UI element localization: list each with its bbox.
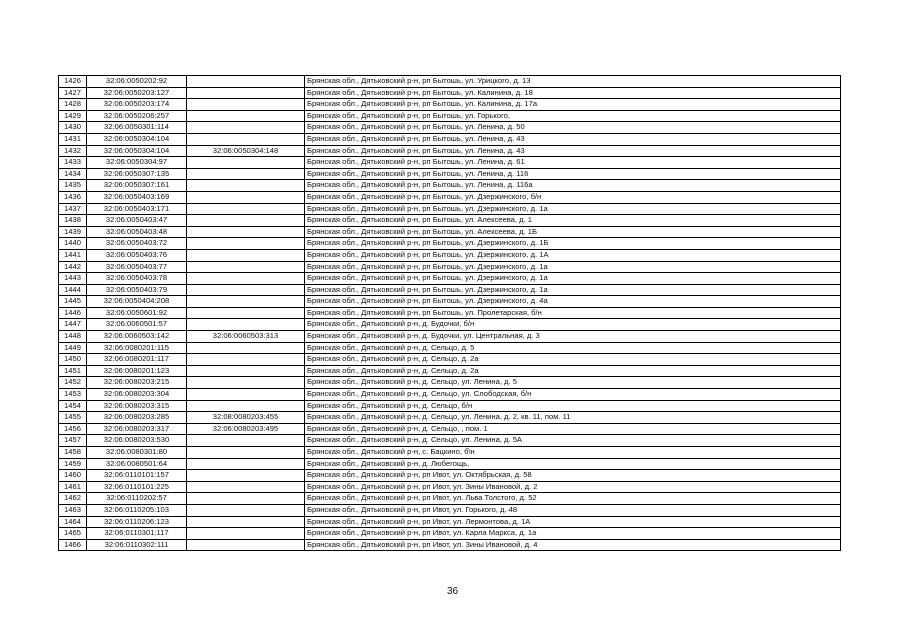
row-number-cell: 1453 <box>59 389 87 401</box>
cadastral-number-cell: 32:06:0110205:103 <box>87 504 187 516</box>
address-cell: Брянская обл., Дятьковский р-н, д. Сельцо, д. 2а <box>305 365 841 377</box>
table-row <box>59 342 841 354</box>
table-row <box>59 528 841 540</box>
row-number-cell: 1454 <box>59 400 87 412</box>
related-cadastral-number-cell <box>187 180 305 192</box>
table-row <box>59 319 841 331</box>
related-cadastral-number-cell <box>187 226 305 238</box>
cadastral-number-cell: 32:06:0110302:111 <box>87 539 187 551</box>
related-cadastral-number-cell <box>187 76 305 88</box>
related-cadastral-number-cell: 32:06:0060503:313 <box>187 331 305 343</box>
address-cell: Брянская обл., Дятьковский р-н, д. Сельцо, д. 5 <box>305 342 841 354</box>
row-number-cell: 1435 <box>59 180 87 192</box>
cadastral-number-cell: 32:06:0080203:530 <box>87 435 187 447</box>
row-number-cell: 1444 <box>59 284 87 296</box>
cadastral-number-cell: 32:06:0110301:117 <box>87 528 187 540</box>
related-cadastral-number-cell <box>187 307 305 319</box>
address-cell: Брянская обл., Дятьковский р-н, д. Любегощь, <box>305 458 841 470</box>
related-cadastral-number-cell <box>187 110 305 122</box>
row-number-cell: 1429 <box>59 110 87 122</box>
address-cell: Брянская обл., Дятьковский р-н, рп Бытошь, ул. Дзержинского, д. 1а <box>305 261 841 273</box>
table-row <box>59 76 841 88</box>
row-number-cell: 1463 <box>59 504 87 516</box>
cadastral-number-cell: 32:06:0080203:285 <box>87 412 187 424</box>
row-number-cell: 1462 <box>59 493 87 505</box>
cadastral-number-cell: 32:06:0050403:79 <box>87 284 187 296</box>
address-cell: Брянская обл., Дятьковский р-н, д. Будочки, б/н <box>305 319 841 331</box>
related-cadastral-number-cell <box>187 493 305 505</box>
row-number-cell: 1428 <box>59 99 87 111</box>
cadastral-number-cell: 32:06:0050403:169 <box>87 191 187 203</box>
cadastral-number-cell: 32:06:0050202:92 <box>87 76 187 88</box>
address-cell: Брянская обл., Дятьковский р-н, д. Будочки, ул. Центральная, д. 3 <box>305 331 841 343</box>
row-number-cell: 1431 <box>59 133 87 145</box>
cadastral-number-cell: 32:06:0080301:80 <box>87 447 187 459</box>
cadastral-number-cell: 32:06:0050403:76 <box>87 249 187 261</box>
row-number-cell: 1464 <box>59 516 87 528</box>
address-cell: Брянская обл., Дятьковский р-н, рп Бытошь, ул. Алексеева, д. 1Б <box>305 226 841 238</box>
table-row <box>59 249 841 261</box>
table-row <box>59 400 841 412</box>
address-cell: Брянская обл., Дятьковский р-н, д. Сельцо, , пом. 1 <box>305 423 841 435</box>
row-number-cell: 1436 <box>59 191 87 203</box>
related-cadastral-number-cell <box>187 389 305 401</box>
table-row <box>59 87 841 99</box>
table-row <box>59 110 841 122</box>
address-cell: Брянская обл., Дятьковский р-н, рп Ивот, ул. Зины Ивановой, д. 4 <box>305 539 841 551</box>
address-cell: Брянская обл., Дятьковский р-н, рп Бытошь, ул. Ленина, д. 116 <box>305 168 841 180</box>
row-number-cell: 1442 <box>59 261 87 273</box>
cadastral-number-cell: 32:06:0110101:225 <box>87 481 187 493</box>
row-number-cell: 1448 <box>59 331 87 343</box>
table-row <box>59 261 841 273</box>
related-cadastral-number-cell <box>187 273 305 285</box>
address-cell: Брянская обл., Дятьковский р-н, рп Бытошь, ул. Ленина, д. 43 <box>305 133 841 145</box>
row-number-cell: 1439 <box>59 226 87 238</box>
address-cell: Брянская обл., Дятьковский р-н, д. Сельцо, ул. Ленина, д. 5А <box>305 435 841 447</box>
row-number-cell: 1449 <box>59 342 87 354</box>
address-cell: Брянская обл., Дятьковский р-н, рп Бытошь, ул. Ленина, д. 43 <box>305 145 841 157</box>
table-row <box>59 273 841 285</box>
cadastral-number-cell: 32:06:0050203:174 <box>87 99 187 111</box>
address-cell: Брянская обл., Дятьковский р-н, рп Бытошь, ул. Дзержинского, д. 4а <box>305 296 841 308</box>
table-row <box>59 145 841 157</box>
cadastral-number-cell: 32:06:0110206:123 <box>87 516 187 528</box>
table-row <box>59 516 841 528</box>
cadastral-number-cell: 32:06:0080201:117 <box>87 354 187 366</box>
related-cadastral-number-cell <box>187 528 305 540</box>
address-cell: Брянская обл., Дятьковский р-н, рп Бытошь, ул. Калинина, д. 17а <box>305 99 841 111</box>
table-row <box>59 168 841 180</box>
related-cadastral-number-cell <box>187 470 305 482</box>
address-cell: Брянская обл., Дятьковский р-н, рп Бытошь, ул. Дзержинского, д. 1а <box>305 273 841 285</box>
table-row <box>59 203 841 215</box>
related-cadastral-number-cell <box>187 215 305 227</box>
cadastral-number-cell: 32:06:0050206:257 <box>87 110 187 122</box>
cadastral-number-cell: 32:06:0050304:97 <box>87 157 187 169</box>
related-cadastral-number-cell <box>187 203 305 215</box>
row-number-cell: 1441 <box>59 249 87 261</box>
cadastral-number-cell: 32:06:0080201:115 <box>87 342 187 354</box>
table-row <box>59 238 841 250</box>
address-cell: Брянская обл., Дятьковский р-н, рп Ивот, ул. Октябрьская, д. 58 <box>305 470 841 482</box>
page-number: 36 <box>446 586 459 597</box>
related-cadastral-number-cell <box>187 122 305 134</box>
cadastral-number-cell: 32:06:0110101:157 <box>87 470 187 482</box>
cadastral-number-cell: 32:06:0050601:92 <box>87 307 187 319</box>
table-row <box>59 447 841 459</box>
cadastral-number-cell: 32:06:0080501:64 <box>87 458 187 470</box>
related-cadastral-number-cell <box>187 261 305 273</box>
address-cell: Брянская обл., Дятьковский р-н, рп Бытошь, ул. Дзержинского, д. 1а <box>305 284 841 296</box>
related-cadastral-number-cell <box>187 319 305 331</box>
related-cadastral-number-cell <box>187 447 305 459</box>
address-cell: Брянская обл., Дятьковский р-н, рп Бытошь, ул. Урицкого, д. 13 <box>305 76 841 88</box>
related-cadastral-number-cell <box>187 539 305 551</box>
address-cell: Брянская обл., Дятьковский р-н, д. Сельцо, ул. Слободская, б/н <box>305 389 841 401</box>
table-row <box>59 377 841 389</box>
cadastral-number-cell: 32:06:0050403:171 <box>87 203 187 215</box>
related-cadastral-number-cell: 32:06:0050304:148 <box>187 145 305 157</box>
cadastral-number-cell: 32:06:0080203:315 <box>87 400 187 412</box>
table-row <box>59 504 841 516</box>
address-cell: Брянская обл., Дятьковский р-н, рп Бытошь, ул. Ленина, д. 61 <box>305 157 841 169</box>
property-table <box>58 75 841 551</box>
address-cell: Брянская обл., Дятьковский р-н, рп Бытошь, ул. Дзержинского, д. 1а <box>305 203 841 215</box>
row-number-cell: 1451 <box>59 365 87 377</box>
address-cell: Брянская обл., Дятьковский р-н, рп Ивот, ул. Зины Ивановой, д. 2 <box>305 481 841 493</box>
address-cell: Брянская обл., Дятьковский р-н, рп Бытошь, ул. Дзержинского, б/н <box>305 191 841 203</box>
cadastral-number-cell: 32:06:0080203:304 <box>87 389 187 401</box>
related-cadastral-number-cell <box>187 296 305 308</box>
address-cell: Брянская обл., Дятьковский р-н, рп Бытошь, ул. Горького, <box>305 110 841 122</box>
cadastral-number-cell: 32:06:0050304:104 <box>87 133 187 145</box>
table-row <box>59 191 841 203</box>
table-body <box>59 76 841 551</box>
address-cell: Брянская обл., Дятьковский р-н, рп Бытошь, ул. Ленина, д. 50 <box>305 122 841 134</box>
table-row <box>59 389 841 401</box>
related-cadastral-number-cell <box>187 191 305 203</box>
row-number-cell: 1459 <box>59 458 87 470</box>
table-row <box>59 122 841 134</box>
row-number-cell: 1445 <box>59 296 87 308</box>
related-cadastral-number-cell <box>187 168 305 180</box>
row-number-cell: 1437 <box>59 203 87 215</box>
table-row <box>59 481 841 493</box>
cadastral-number-cell: 32:06:0050404:208 <box>87 296 187 308</box>
table-row <box>59 539 841 551</box>
related-cadastral-number-cell: 32:06:0080203:495 <box>187 423 305 435</box>
related-cadastral-number-cell <box>187 133 305 145</box>
row-number-cell: 1432 <box>59 145 87 157</box>
address-cell: Брянская обл., Дятьковский р-н, рп Бытошь, ул. Дзержинского, д. 1Б <box>305 238 841 250</box>
cadastral-number-cell: 32:06:0050307:135 <box>87 168 187 180</box>
cadastral-number-cell: 32:06:0050403:47 <box>87 215 187 227</box>
row-number-cell: 1460 <box>59 470 87 482</box>
cadastral-number-cell: 32:06:0050403:72 <box>87 238 187 250</box>
row-number-cell: 1433 <box>59 157 87 169</box>
related-cadastral-number-cell <box>187 354 305 366</box>
cadastral-number-cell: 32:06:0080201:123 <box>87 365 187 377</box>
row-number-cell: 1426 <box>59 76 87 88</box>
cadastral-number-cell: 32:06:0050307:161 <box>87 180 187 192</box>
related-cadastral-number-cell <box>187 157 305 169</box>
related-cadastral-number-cell <box>187 365 305 377</box>
table-row <box>59 354 841 366</box>
related-cadastral-number-cell <box>187 284 305 296</box>
cadastral-number-cell: 32:06:0080203:215 <box>87 377 187 389</box>
address-cell: Брянская обл., Дятьковский р-н, рп Бытошь, ул. Ленина, д. 116а <box>305 180 841 192</box>
address-cell: Брянская обл., Дятьковский р-н, рп Бытошь, ул. Пролетарская, б/н <box>305 307 841 319</box>
table-row <box>59 284 841 296</box>
table-row <box>59 180 841 192</box>
cadastral-number-cell: 32:06:0050203:127 <box>87 87 187 99</box>
related-cadastral-number-cell <box>187 504 305 516</box>
address-cell: Брянская обл., Дятьковский р-н, д. Сельцо, ул. Ленина, д. 5 <box>305 377 841 389</box>
row-number-cell: 1458 <box>59 447 87 459</box>
related-cadastral-number-cell <box>187 400 305 412</box>
address-cell: Брянская обл., Дятьковский р-н, д. Сельцо, б/н <box>305 400 841 412</box>
address-cell: Брянская обл., Дятьковский р-н, с. Бацкино, б\н <box>305 447 841 459</box>
cadastral-number-cell: 32:06:0060501:57 <box>87 319 187 331</box>
table-row <box>59 99 841 111</box>
table-row <box>59 307 841 319</box>
address-cell: Брянская обл., Дятьковский р-н, д. Сельцо, д. 2а <box>305 354 841 366</box>
cadastral-number-cell: 32:06:0050301:114 <box>87 122 187 134</box>
address-cell: Брянская обл., Дятьковский р-н, рп Ивот, ул. Горького, д. 48 <box>305 504 841 516</box>
related-cadastral-number-cell <box>187 458 305 470</box>
address-cell: Брянская обл., Дятьковский р-н, рп Ивот, ул. Карла Маркса, д. 1а <box>305 528 841 540</box>
cadastral-number-cell: 32:06:0110202:57 <box>87 493 187 505</box>
table-row <box>59 226 841 238</box>
row-number-cell: 1443 <box>59 273 87 285</box>
row-number-cell: 1455 <box>59 412 87 424</box>
row-number-cell: 1438 <box>59 215 87 227</box>
address-cell: Брянская обл., Дятьковский р-н, рп Ивот, ул. Лермонтова, д. 1А <box>305 516 841 528</box>
row-number-cell: 1461 <box>59 481 87 493</box>
row-number-cell: 1446 <box>59 307 87 319</box>
row-number-cell: 1457 <box>59 435 87 447</box>
table-row <box>59 133 841 145</box>
table-row <box>59 215 841 227</box>
row-number-cell: 1465 <box>59 528 87 540</box>
row-number-cell: 1427 <box>59 87 87 99</box>
cadastral-number-cell: 32:06:0050403:48 <box>87 226 187 238</box>
table-row <box>59 412 841 424</box>
row-number-cell: 1430 <box>59 122 87 134</box>
row-number-cell: 1447 <box>59 319 87 331</box>
related-cadastral-number-cell <box>187 249 305 261</box>
related-cadastral-number-cell <box>187 435 305 447</box>
address-cell: Брянская обл., Дятьковский р-н, рп Бытошь, ул. Алексеева, д. 1 <box>305 215 841 227</box>
table-row <box>59 331 841 343</box>
table-row <box>59 458 841 470</box>
related-cadastral-number-cell <box>187 377 305 389</box>
table-row <box>59 435 841 447</box>
table-row <box>59 470 841 482</box>
row-number-cell: 1466 <box>59 539 87 551</box>
related-cadastral-number-cell: 32:08:0080203:455 <box>187 412 305 424</box>
address-cell: Брянская обл., Дятьковский р-н, д. Сельцо, ул. Ленина, д. 2, кв. 11, пом. 11 <box>305 412 841 424</box>
cadastral-number-cell: 32:06:0050403:77 <box>87 261 187 273</box>
table-row <box>59 157 841 169</box>
row-number-cell: 1450 <box>59 354 87 366</box>
cadastral-number-cell: 32:06:0060503:142 <box>87 331 187 343</box>
table-row <box>59 365 841 377</box>
row-number-cell: 1456 <box>59 423 87 435</box>
related-cadastral-number-cell <box>187 99 305 111</box>
cadastral-number-cell: 32:06:0050403:78 <box>87 273 187 285</box>
related-cadastral-number-cell <box>187 481 305 493</box>
related-cadastral-number-cell <box>187 238 305 250</box>
address-cell: Брянская обл., Дятьковский р-н, рп Бытошь, ул. Калинина, д. 18 <box>305 87 841 99</box>
address-cell: Брянская обл., Дятьковский р-н, рп Бытошь, ул. Дзержинского, д. 1А <box>305 249 841 261</box>
row-number-cell: 1440 <box>59 238 87 250</box>
table-row <box>59 493 841 505</box>
row-number-cell: 1452 <box>59 377 87 389</box>
cadastral-number-cell: 32:06:0080203:317 <box>87 423 187 435</box>
table-row <box>59 423 841 435</box>
related-cadastral-number-cell <box>187 342 305 354</box>
table-row <box>59 296 841 308</box>
related-cadastral-number-cell <box>187 87 305 99</box>
cadastral-number-cell: 32:06:0050304:104 <box>87 145 187 157</box>
address-cell: Брянская обл., Дятьковский р-н, рп Ивот, ул. Льва Толстого, д. 52 <box>305 493 841 505</box>
row-number-cell: 1434 <box>59 168 87 180</box>
related-cadastral-number-cell <box>187 516 305 528</box>
